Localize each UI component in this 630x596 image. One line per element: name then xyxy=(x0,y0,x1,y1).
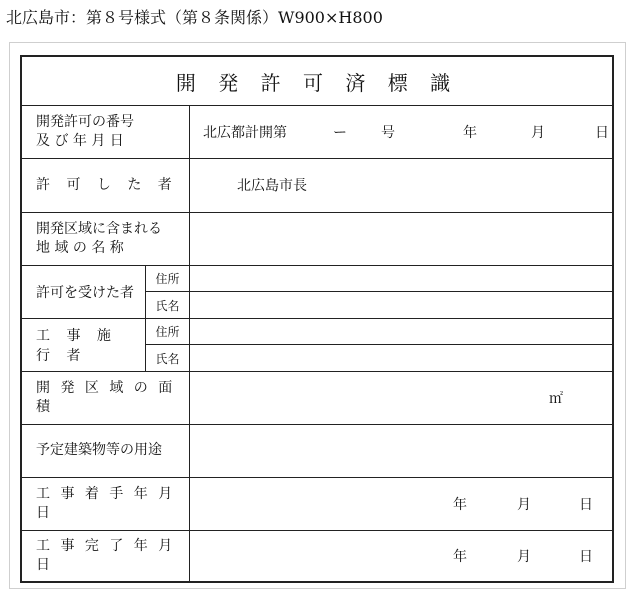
finish-year: 年 xyxy=(453,548,467,565)
sign-title: 開 発 許 可 済 標 識 xyxy=(22,57,612,106)
row-building-use xyxy=(22,424,612,478)
grantor-text: 北広島市長 xyxy=(237,178,307,194)
permit-sign xyxy=(20,55,614,583)
permit-dash: ー xyxy=(333,124,347,141)
permittee-label: 許可を受けた者 xyxy=(22,265,146,318)
row-start-date xyxy=(22,477,612,531)
label-line: 予定建築物等の用途 xyxy=(36,442,162,458)
permit-go: 号 xyxy=(381,124,395,141)
contractor-label xyxy=(22,318,146,371)
area-name-label xyxy=(22,212,190,265)
permit-number-value xyxy=(191,105,612,158)
grantor-label xyxy=(22,158,190,212)
label-line: 工 事 着 手 年 月 日 xyxy=(36,485,176,521)
label-line: 工 事 施 行 者 xyxy=(36,327,117,364)
area-name-value xyxy=(191,212,612,265)
label-line: 開発許可の番号 xyxy=(36,113,134,130)
row-area-name xyxy=(22,212,612,266)
row-contractor xyxy=(22,318,612,372)
grantor-value xyxy=(191,158,612,212)
building-use-value xyxy=(191,424,612,477)
area-size-label xyxy=(22,371,190,424)
area-size-value xyxy=(191,371,612,424)
label-line: 開 発 区 域 の 面 積 xyxy=(36,379,176,415)
label-line: 及 び 年 月 日 xyxy=(36,132,124,149)
contractor-address-label: 住所 xyxy=(146,318,190,344)
finish-day: 日 xyxy=(579,548,593,565)
permit-year: 年 xyxy=(463,124,477,141)
area-unit: ㎡ xyxy=(549,390,563,407)
permit-prefix: 北広都計開第 xyxy=(203,124,287,141)
finish-date-label xyxy=(22,530,190,581)
label-line: 許 可 し た 者 xyxy=(36,176,178,193)
start-year: 年 xyxy=(453,496,467,513)
row-permit-number xyxy=(22,105,612,159)
row-finish-date xyxy=(22,530,612,581)
finish-month: 月 xyxy=(517,548,531,565)
label-line: 地 域 の 名 称 xyxy=(36,239,124,256)
start-day: 日 xyxy=(579,496,593,513)
permit-month: 月 xyxy=(531,124,545,141)
start-month: 月 xyxy=(517,496,531,513)
row-area-size xyxy=(22,371,612,425)
divider xyxy=(146,344,612,345)
label-line: 開発区域に含まれる xyxy=(36,220,162,237)
permittee-address-label: 住所 xyxy=(146,265,190,291)
permittee-name-label: 氏名 xyxy=(146,292,190,318)
divider xyxy=(146,291,612,292)
label-line: 工 事 完 了 年 月 日 xyxy=(36,537,176,573)
permit-day: 日 xyxy=(595,124,609,141)
row-permittee xyxy=(22,265,612,319)
building-use-label xyxy=(22,424,190,477)
start-date-value xyxy=(191,477,612,530)
permit-number-label xyxy=(22,105,190,158)
row-grantor xyxy=(22,158,612,213)
contractor-name-label: 氏名 xyxy=(146,345,190,371)
start-date-label xyxy=(22,477,190,530)
form-header: 北広島市：第８号様式（第８条関係）W900×H800 xyxy=(6,8,383,27)
finish-date-value xyxy=(191,530,612,581)
